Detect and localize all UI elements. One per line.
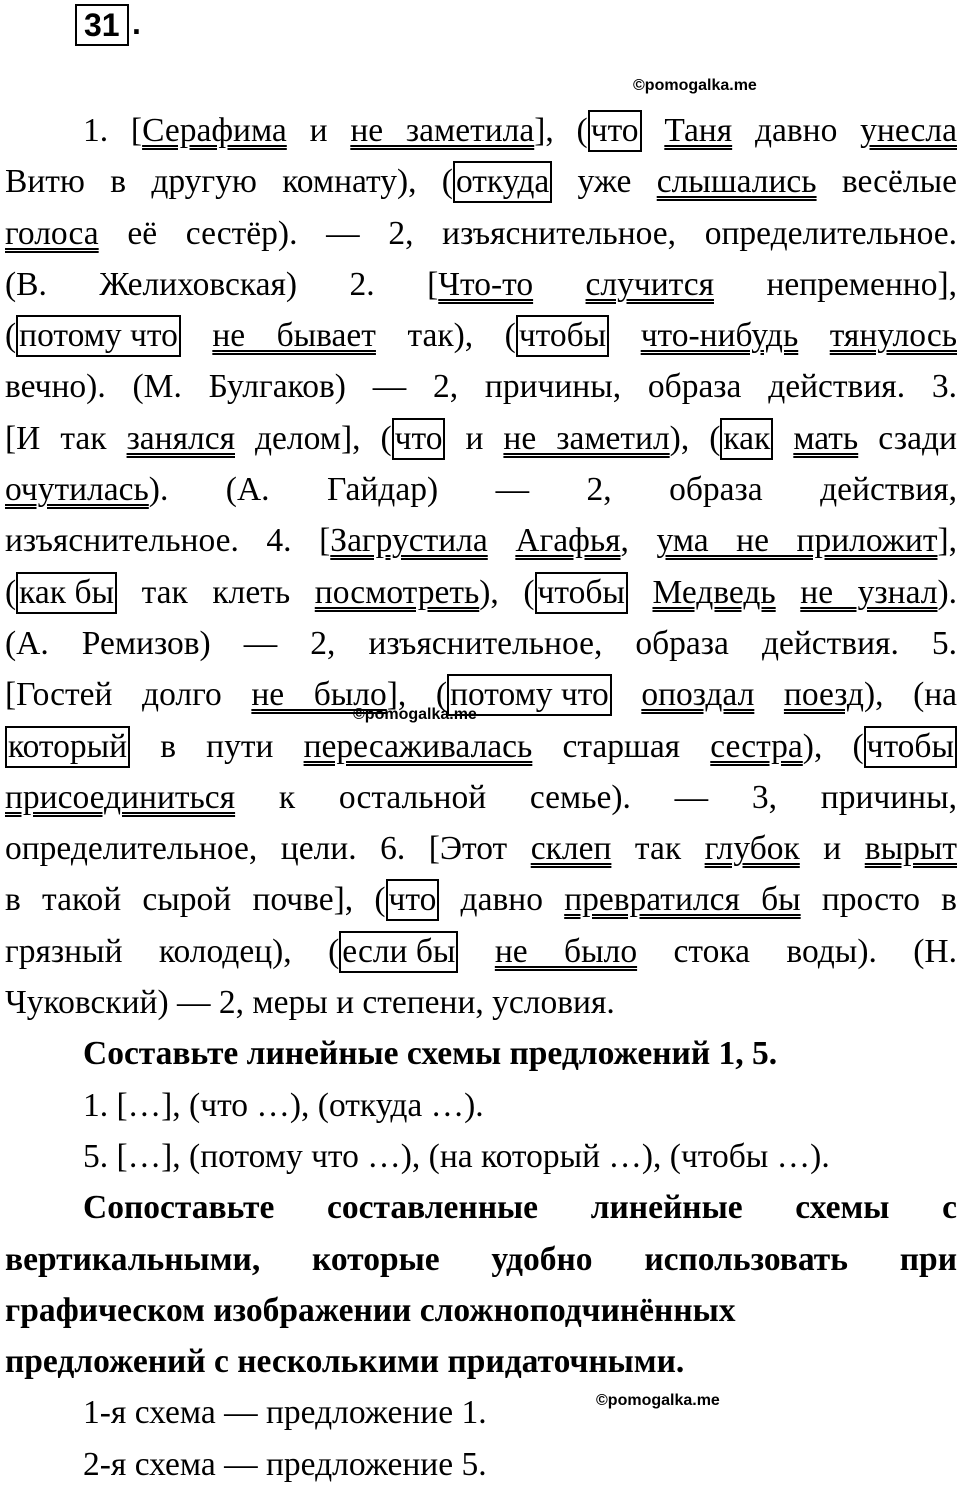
conjunction-box: что <box>392 418 446 460</box>
underlined-member: Медведь <box>652 573 776 611</box>
underlined-member: унесла <box>860 112 957 149</box>
conjunction-box: откуда <box>453 161 552 203</box>
underlined-member: Таня <box>664 112 733 149</box>
answer-scheme-2: 2-я схема — предложение 5. <box>83 1445 487 1483</box>
text-line: (как бы так клеть посмотреть), (чтобы Медведь не узнал). <box>5 567 957 618</box>
text-line: который в пути пересаживалась старшая сестра), (чтобы <box>5 721 957 772</box>
underlined-member: голоса <box>5 214 99 252</box>
underlined-member: поезд <box>783 676 864 714</box>
underlined-member: очутилась <box>5 471 149 509</box>
watermark: ©pomogalka.me <box>633 77 757 94</box>
conjunction-box: что <box>386 879 440 921</box>
answer-scheme-1: 1-я схема — предложение 1. <box>83 1394 487 1432</box>
underlined-member: что-нибудь <box>640 317 799 355</box>
conjunction-box: как бы <box>16 572 117 614</box>
underlined-member: не было <box>251 676 387 714</box>
text-line: (А. Ремизов) — 2, изъяснительное, образа действия. 5. <box>5 624 957 662</box>
task-compare-line: графическом изображении сложноподчинённых <box>5 1291 736 1329</box>
text-line: очутилась). (А. Гайдар) — 2, образа действия, <box>5 471 957 509</box>
conjunction-box: что <box>588 110 642 152</box>
underlined-member: посмотреть <box>314 573 480 611</box>
underlined-member: Загрустила <box>330 522 488 560</box>
sentence-analysis <box>5 105 957 1028</box>
task-compare-line: Сопоставьте составленные линейные схемы с <box>83 1189 957 1227</box>
conjunction-box: потому что <box>16 315 181 357</box>
text-line: грязный колодец), (если бы не было стока воды). (Н. <box>5 926 957 977</box>
text-line: изъяснительное. 4. [Загрустила Агафья, ума не приложит], <box>5 522 958 560</box>
underlined-member: не узнал <box>800 573 938 611</box>
schema-sentence-5: 5. […], (потому что …), (на который …), (чтобы …). <box>83 1137 830 1175</box>
text-line: (В. Желиховская) 2. [Что-то случится непременно], <box>5 265 957 303</box>
conjunction-box: если бы <box>339 931 458 973</box>
underlined-member: Серафима <box>142 112 287 149</box>
underlined-member: глубок <box>704 830 800 868</box>
text-line: [И так занялся делом], (что и не заметил), (как мать сзади <box>5 413 957 464</box>
conjunction-box: чтобы <box>516 315 609 357</box>
text-line: 1. [Серафима и не заметила], (что Таня давно унесла <box>5 105 957 156</box>
task-compare-line: вертикальными, которые удобно использовать при <box>5 1240 957 1278</box>
underlined-member: случится <box>585 265 714 303</box>
underlined-member: тянулось <box>829 317 957 355</box>
task-linear-schemes: Составьте линейные схемы предложений 1, 5. <box>83 1035 778 1073</box>
text-line: голоса её сестёр). — 2, изъяснительное, определительное. <box>5 214 957 252</box>
text-line: Витю в другую комнату), (откуда уже слышались весёлые <box>5 156 957 207</box>
underlined-member: вырыт <box>864 830 957 868</box>
underlined-member: присоединиться <box>5 778 236 816</box>
text-line: определительное, цели. 6. [Этот склеп так глубок и вырыт <box>5 830 957 868</box>
underlined-member: Что-то <box>438 265 534 303</box>
underlined-member: склеп <box>530 830 612 868</box>
text-line: (потому что не бывает так), (чтобы что-нибудь тянулось <box>5 310 957 361</box>
conjunction-box: чтобы <box>864 726 957 768</box>
conjunction-box: потому что <box>447 674 612 716</box>
text-line: в такой сырой почве], (что давно превратился бы просто в <box>5 874 957 925</box>
watermark: ©pomogalka.me <box>353 706 477 723</box>
underlined-member: сестра <box>710 727 803 765</box>
exercise-number: 31 <box>75 4 129 46</box>
watermark: ©pomogalka.me <box>596 1392 720 1409</box>
underlined-member: пересаживалась <box>303 727 533 765</box>
text-line: вечно). (М. Булгаков) — 2, причины, образа действия. 3. <box>5 368 957 406</box>
exercise-number-dot: . <box>132 5 141 41</box>
underlined-member: Агафья <box>515 522 621 560</box>
underlined-member: не было <box>494 932 638 970</box>
underlined-member: ума не приложит <box>656 522 938 560</box>
underlined-member: мать <box>793 419 859 457</box>
conjunction-box: чтобы <box>535 572 628 614</box>
text-line: присоединиться к остальной семье). — 3, причины, <box>5 778 957 816</box>
text-line: Чуковский) — 2, меры и степени, условия. <box>5 984 615 1022</box>
schema-sentence-1: 1. […], (что …), (откуда …). <box>83 1086 484 1124</box>
conjunction-box: как <box>720 418 773 460</box>
conjunction-box: который <box>5 726 130 768</box>
underlined-member: превратился бы <box>564 881 801 919</box>
underlined-member: не заметил <box>503 419 670 457</box>
text-line: [Гостей долго не было], (потому что опоздал поезд), (на <box>5 669 957 720</box>
underlined-member: не заметила <box>350 112 535 149</box>
underlined-member: опоздал <box>641 676 755 714</box>
underlined-member: не бывает <box>212 317 376 355</box>
underlined-member: слышались <box>656 163 817 201</box>
underlined-member: занялся <box>126 419 235 457</box>
exercise-text <box>5 105 957 1490</box>
task-compare-line: предложений с несколькими придаточными. <box>5 1343 685 1381</box>
